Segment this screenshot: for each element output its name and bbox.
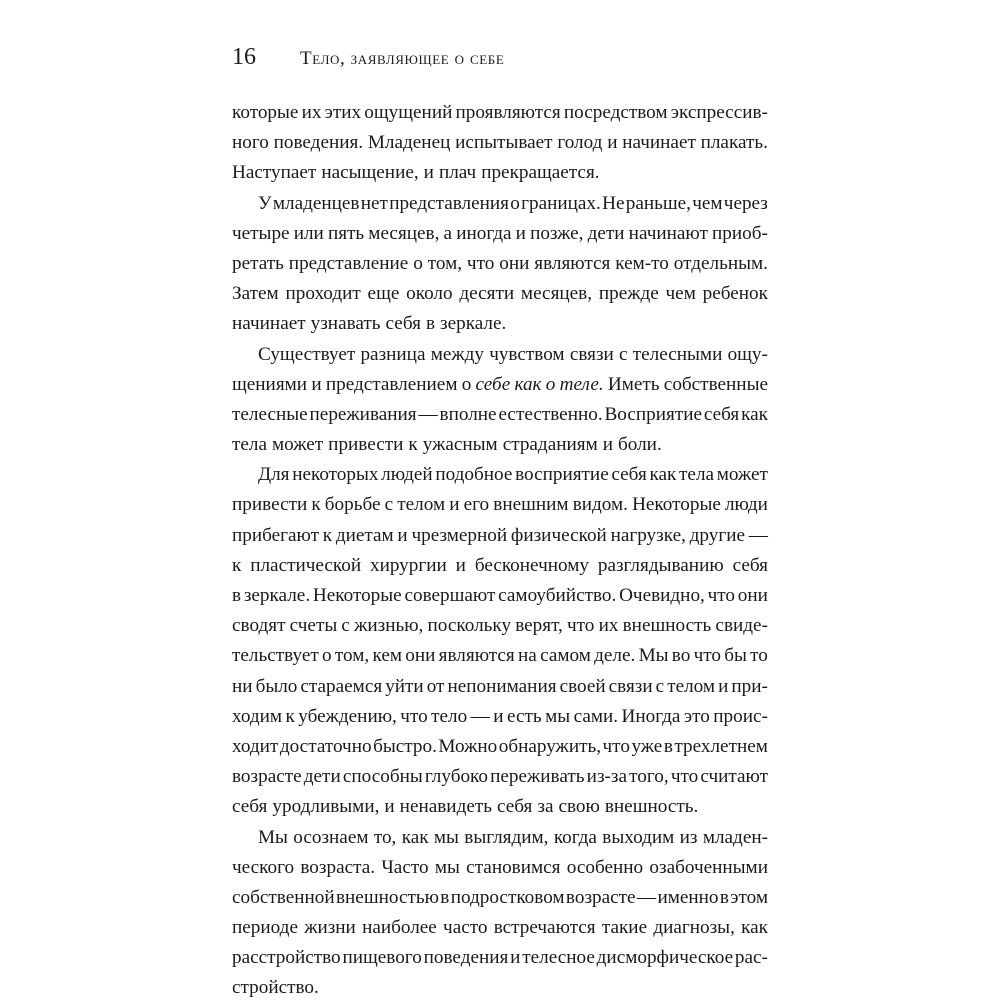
word: подобное bbox=[435, 464, 513, 486]
running-title: Тело, заявляющее о себе bbox=[300, 48, 505, 69]
word: — bbox=[636, 886, 657, 908]
word: насыщение, bbox=[321, 162, 419, 184]
word: четыре bbox=[232, 222, 290, 244]
text-line bbox=[232, 883, 768, 913]
word: внешностью bbox=[335, 886, 439, 908]
word: в bbox=[425, 313, 435, 335]
word: границах. bbox=[521, 192, 601, 214]
word: испытывает bbox=[455, 132, 553, 154]
word: счеты bbox=[289, 615, 338, 637]
word: возрасте bbox=[232, 766, 302, 788]
word: из-за bbox=[586, 766, 628, 788]
word: нет bbox=[360, 192, 388, 214]
word: позже, bbox=[530, 222, 584, 244]
word: наиболее bbox=[362, 917, 437, 939]
word: проис- bbox=[713, 705, 768, 727]
word: своей bbox=[559, 675, 606, 697]
word: с bbox=[384, 494, 394, 516]
word: быстро. bbox=[373, 735, 437, 757]
word: людей bbox=[381, 464, 433, 486]
word: Восприятие bbox=[604, 403, 702, 425]
word: периоде bbox=[232, 917, 298, 939]
word: являются bbox=[438, 645, 515, 667]
word: как bbox=[649, 464, 677, 486]
word: месяцев, bbox=[520, 283, 593, 305]
word: и bbox=[384, 796, 395, 818]
text-line bbox=[232, 611, 768, 641]
word: видом. bbox=[572, 494, 628, 516]
word: ужасным bbox=[422, 434, 498, 456]
word: и bbox=[311, 373, 322, 395]
word: щениями bbox=[232, 373, 308, 395]
word: деле. bbox=[594, 645, 636, 667]
word: озабоченными bbox=[649, 856, 768, 878]
word: кем bbox=[372, 645, 402, 667]
word: жизни bbox=[304, 917, 356, 939]
word: начинает bbox=[622, 132, 696, 154]
word: их bbox=[301, 102, 322, 123]
text-line bbox=[232, 853, 768, 883]
word: десяти bbox=[459, 283, 515, 305]
word: ощущений bbox=[364, 102, 453, 123]
word: представления bbox=[389, 192, 509, 214]
word: кем-то bbox=[615, 252, 669, 274]
word: бесконечному bbox=[474, 554, 589, 576]
word: пять bbox=[327, 222, 365, 244]
word: отдельным. bbox=[673, 252, 768, 274]
word: возрасте bbox=[565, 886, 636, 908]
word: как bbox=[741, 917, 768, 939]
word: о bbox=[545, 373, 556, 395]
text-line bbox=[232, 340, 768, 370]
word: Не bbox=[602, 192, 625, 214]
word: еще bbox=[367, 283, 400, 305]
word: при- bbox=[731, 675, 768, 697]
text-line bbox=[232, 762, 768, 792]
word: самом bbox=[540, 645, 591, 667]
word: ни bbox=[232, 675, 253, 697]
word: между bbox=[430, 343, 484, 365]
text-line bbox=[232, 913, 768, 943]
word: что bbox=[466, 252, 495, 274]
word: ретать bbox=[232, 252, 284, 274]
word: телесное bbox=[522, 947, 595, 969]
word: диагнозы, bbox=[653, 917, 735, 939]
word: уже bbox=[631, 735, 663, 757]
text-line bbox=[232, 521, 768, 551]
word: что bbox=[400, 705, 428, 727]
word: к bbox=[408, 434, 418, 456]
word: вполне bbox=[439, 403, 497, 425]
word: о bbox=[322, 645, 332, 667]
word: месяцев, bbox=[368, 222, 440, 244]
word: некоторых bbox=[292, 464, 379, 486]
word: может bbox=[272, 434, 324, 456]
word: самоубийство. bbox=[498, 585, 617, 606]
word: как bbox=[401, 826, 429, 848]
word: во bbox=[671, 645, 691, 667]
word: ного bbox=[232, 132, 269, 154]
word: и bbox=[602, 434, 613, 456]
word: что bbox=[602, 735, 630, 757]
word: что bbox=[693, 645, 721, 667]
text-line bbox=[232, 732, 768, 762]
word: как bbox=[741, 403, 768, 425]
word: от bbox=[426, 675, 445, 697]
word: себя bbox=[385, 313, 421, 335]
word: когда bbox=[553, 826, 597, 848]
text-line bbox=[232, 672, 768, 702]
word: чрезмерной bbox=[411, 524, 508, 546]
word: люди bbox=[724, 494, 768, 516]
word: этих bbox=[324, 102, 362, 123]
word: бы bbox=[724, 645, 747, 667]
word: Младенец bbox=[367, 132, 451, 154]
word: зеркале. bbox=[243, 585, 311, 606]
word: диетам bbox=[335, 524, 394, 546]
word: пищевого bbox=[342, 947, 422, 969]
word: голод bbox=[557, 132, 603, 154]
word: начинают bbox=[628, 222, 708, 244]
word: боли. bbox=[618, 434, 662, 456]
word: того, bbox=[629, 766, 669, 788]
word: ощу- bbox=[727, 343, 768, 365]
word: встречаются bbox=[493, 917, 596, 939]
word: том, bbox=[427, 252, 463, 274]
word: — bbox=[418, 403, 438, 425]
word: что bbox=[707, 585, 735, 606]
text-line bbox=[232, 823, 768, 853]
word: Можно bbox=[438, 735, 498, 757]
word: экспрессив- bbox=[670, 102, 768, 123]
word: собственной bbox=[232, 886, 335, 908]
word: жизнью, bbox=[354, 615, 424, 637]
text-line bbox=[232, 460, 768, 490]
word: они bbox=[737, 585, 768, 606]
word: было bbox=[255, 675, 298, 697]
word: себя bbox=[703, 403, 740, 425]
word: ческого bbox=[232, 856, 295, 878]
word: с bbox=[341, 615, 350, 637]
word: уродливыми, bbox=[272, 796, 380, 818]
word: чувством bbox=[489, 343, 565, 365]
page-number: 16 bbox=[232, 44, 256, 70]
word: тела bbox=[679, 464, 715, 486]
word: Некоторые bbox=[312, 585, 402, 606]
word: мы bbox=[545, 705, 571, 727]
word: с bbox=[655, 675, 665, 697]
word: естественно. bbox=[498, 403, 603, 425]
word: рас- bbox=[734, 947, 768, 969]
word: теле. bbox=[559, 373, 604, 395]
word: которые bbox=[232, 102, 299, 123]
text-line bbox=[232, 400, 768, 430]
text-line bbox=[232, 249, 768, 279]
word: сводят bbox=[232, 615, 286, 637]
word: за bbox=[537, 796, 554, 818]
word: телом bbox=[667, 675, 716, 697]
word: совершают bbox=[404, 585, 496, 606]
word: восприятие bbox=[515, 464, 609, 486]
word: Некоторые bbox=[632, 494, 721, 516]
word: выглядим, bbox=[464, 826, 549, 848]
text-line bbox=[232, 641, 768, 671]
word: способны bbox=[342, 766, 423, 788]
word: иногда bbox=[456, 222, 512, 244]
word: другие bbox=[689, 524, 745, 546]
word: убеждению, bbox=[298, 705, 397, 727]
word: Для bbox=[258, 464, 290, 486]
word: представление bbox=[288, 252, 409, 274]
word: к bbox=[285, 705, 295, 727]
word: верят, bbox=[515, 615, 563, 637]
word: — bbox=[748, 524, 768, 546]
word: Наступает bbox=[232, 162, 317, 184]
word: ребенок bbox=[702, 283, 768, 305]
word: Мы bbox=[638, 645, 669, 667]
word: поведения bbox=[423, 947, 509, 969]
word: представлением bbox=[325, 373, 458, 395]
word: как bbox=[514, 373, 542, 395]
word: раньше, bbox=[625, 192, 691, 214]
word: младен- bbox=[702, 826, 768, 848]
word: уйти bbox=[385, 675, 424, 697]
text-line bbox=[232, 158, 768, 188]
word: и bbox=[607, 132, 618, 154]
word: расстройство bbox=[232, 947, 341, 969]
word: прежде bbox=[598, 283, 659, 305]
word: внешность. bbox=[604, 796, 699, 818]
word: о bbox=[461, 373, 472, 395]
word: особенно bbox=[566, 856, 644, 878]
word: дети bbox=[303, 766, 341, 788]
word: — bbox=[470, 705, 490, 727]
word: тельствует bbox=[232, 645, 319, 667]
word: пластической bbox=[250, 554, 362, 576]
word: дети bbox=[587, 222, 625, 244]
word: и bbox=[423, 162, 434, 184]
word: борьбе bbox=[324, 494, 381, 516]
word: телесные bbox=[232, 403, 308, 425]
word: физической bbox=[510, 524, 607, 546]
word: к bbox=[322, 524, 333, 546]
word: ходит bbox=[232, 735, 279, 757]
word: с bbox=[619, 343, 628, 365]
word: проявляются bbox=[455, 102, 561, 123]
word: осознаем bbox=[293, 826, 369, 848]
word: Мы bbox=[258, 826, 288, 848]
word: к bbox=[311, 494, 321, 516]
word: плакать. bbox=[700, 132, 768, 154]
word: и bbox=[510, 947, 521, 969]
word: переживания bbox=[309, 403, 417, 425]
word: привести bbox=[232, 494, 308, 516]
text-line bbox=[232, 279, 768, 309]
word: себе bbox=[475, 373, 511, 395]
word: то bbox=[750, 645, 768, 667]
word: непонимания bbox=[447, 675, 557, 697]
word: страданиям bbox=[502, 434, 598, 456]
word: прибегают bbox=[232, 524, 320, 546]
word: У bbox=[258, 192, 272, 214]
text-line bbox=[232, 370, 768, 400]
word: их bbox=[598, 615, 619, 637]
word: телом bbox=[397, 494, 446, 516]
word: переживать bbox=[490, 766, 585, 788]
word: себя bbox=[611, 464, 647, 486]
text-line bbox=[232, 128, 768, 158]
word: о bbox=[510, 192, 520, 214]
word: являются bbox=[534, 252, 611, 274]
word: они bbox=[499, 252, 530, 274]
word: поведения. bbox=[273, 132, 364, 154]
word: именно bbox=[657, 886, 719, 908]
word: около bbox=[406, 283, 453, 305]
word: внешность bbox=[622, 615, 712, 637]
word: к bbox=[232, 554, 242, 576]
word: младенцев bbox=[272, 192, 360, 214]
word: Иметь bbox=[607, 373, 660, 395]
word: внешним bbox=[493, 494, 569, 516]
word: дисморфическое bbox=[596, 947, 734, 969]
word: Затем bbox=[232, 283, 279, 305]
word: этом bbox=[730, 886, 768, 908]
word: прекращается. bbox=[481, 162, 600, 184]
word: Очевидно, bbox=[619, 585, 705, 606]
word: такие bbox=[601, 917, 648, 939]
word: себя bbox=[496, 796, 533, 818]
word: есть bbox=[506, 705, 542, 727]
word: подростковом bbox=[450, 886, 565, 908]
text-line bbox=[232, 219, 768, 249]
word: собственные bbox=[663, 373, 768, 395]
body-text bbox=[232, 98, 768, 1004]
word: поскольку bbox=[427, 615, 512, 637]
word: и bbox=[718, 675, 729, 697]
word: разглядыванию bbox=[597, 554, 724, 576]
word: том, bbox=[334, 645, 370, 667]
word: и bbox=[493, 705, 504, 727]
word: в bbox=[719, 886, 729, 908]
word: возраста. bbox=[300, 856, 376, 878]
text-line bbox=[232, 189, 768, 219]
word: нагрузке, bbox=[610, 524, 686, 546]
word: связи bbox=[569, 343, 614, 365]
word: они bbox=[405, 645, 436, 667]
text-line bbox=[232, 702, 768, 732]
word: мы bbox=[433, 826, 459, 848]
word: Существует bbox=[258, 343, 356, 365]
word: может bbox=[716, 464, 768, 486]
word: ходим bbox=[232, 705, 283, 727]
word: себя bbox=[732, 554, 768, 576]
text-line bbox=[232, 973, 768, 1003]
word: и bbox=[397, 524, 408, 546]
word: тела bbox=[232, 434, 267, 456]
running-head bbox=[232, 40, 504, 74]
word: что bbox=[670, 766, 699, 788]
word: стараемся bbox=[300, 675, 383, 697]
word: и bbox=[455, 554, 466, 576]
word: Иногда bbox=[621, 705, 681, 727]
word: его bbox=[463, 494, 490, 516]
word: и bbox=[449, 494, 460, 516]
word: чем bbox=[665, 283, 696, 305]
word: себя bbox=[232, 796, 268, 818]
word: тело bbox=[431, 705, 468, 727]
word: в bbox=[232, 585, 242, 606]
word: или bbox=[293, 222, 324, 244]
word: привести bbox=[328, 434, 404, 456]
word: проходит bbox=[285, 283, 361, 305]
word: стройство. bbox=[232, 977, 319, 999]
word: свиде- bbox=[715, 615, 768, 637]
word: достаточно bbox=[279, 735, 372, 757]
text-line bbox=[232, 792, 768, 822]
word: на bbox=[518, 645, 537, 667]
word: узнавать bbox=[310, 313, 381, 335]
word: сами. bbox=[573, 705, 619, 727]
word: трехлетнем bbox=[674, 735, 768, 757]
word: из bbox=[679, 826, 698, 848]
word: чем bbox=[692, 192, 723, 214]
word: ненавидеть bbox=[399, 796, 492, 818]
word: а bbox=[443, 222, 453, 244]
text-line bbox=[232, 490, 768, 520]
text-line bbox=[232, 430, 768, 460]
word: в bbox=[663, 735, 673, 757]
word: считают bbox=[700, 766, 768, 788]
word: разница bbox=[360, 343, 426, 365]
text-line bbox=[232, 943, 768, 973]
word: мы bbox=[434, 856, 460, 878]
word: часто bbox=[443, 917, 488, 939]
word: хирургии bbox=[369, 554, 447, 576]
text-line bbox=[232, 309, 768, 339]
word: начинает bbox=[232, 313, 306, 335]
word: свою bbox=[558, 796, 600, 818]
word: то, bbox=[373, 826, 397, 848]
word: зеркале. bbox=[440, 313, 507, 335]
word: что bbox=[567, 615, 595, 637]
word: становимся bbox=[466, 856, 561, 878]
word: в bbox=[440, 886, 450, 908]
word: о bbox=[413, 252, 423, 274]
word: Часто bbox=[381, 856, 429, 878]
word: приоб- bbox=[711, 222, 768, 244]
word: плач bbox=[438, 162, 477, 184]
word: телесными bbox=[632, 343, 723, 365]
word: это bbox=[683, 705, 710, 727]
text-line bbox=[232, 551, 768, 581]
word: посредством bbox=[563, 102, 668, 123]
word: через bbox=[723, 192, 768, 214]
text-line bbox=[232, 581, 768, 611]
word: связи bbox=[608, 675, 653, 697]
word: выходим bbox=[602, 826, 675, 848]
text-line bbox=[232, 98, 768, 128]
word: и bbox=[515, 222, 526, 244]
word: глубоко bbox=[424, 766, 488, 788]
word: обнаружить, bbox=[498, 735, 602, 757]
